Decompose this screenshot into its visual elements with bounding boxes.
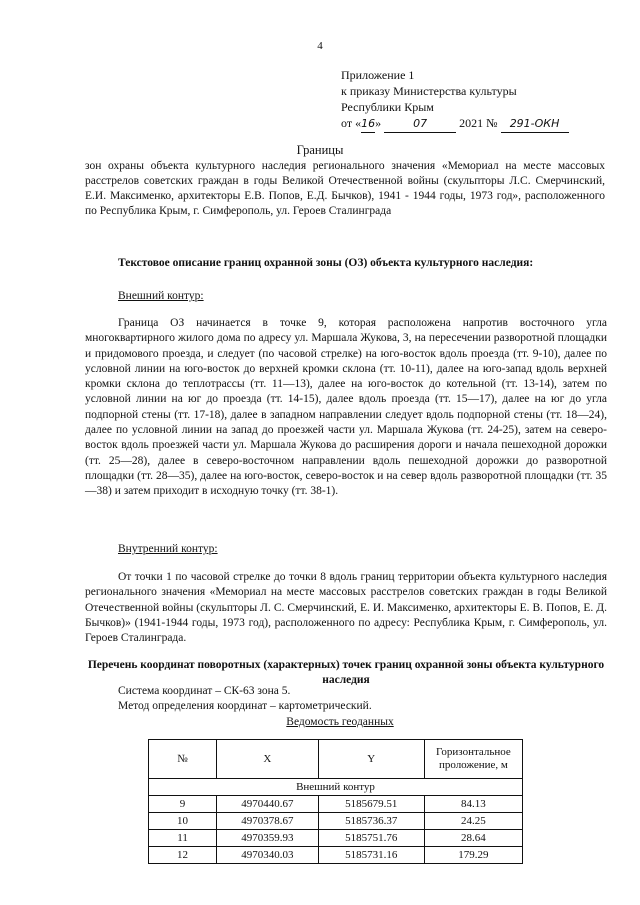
section-outer-contour: Внешний контур — [149, 779, 523, 796]
cell-y: 5185736.37 — [318, 813, 424, 830]
text-section-heading: Текстовое описание границ охранной зоны (ОЗ) объекта культурного наследия: — [118, 257, 534, 269]
coord-method: Метод определения координат – картометрический. — [118, 700, 372, 712]
appendix-line-2: к приказу Министерства культуры — [341, 84, 517, 98]
appendix-date-line — [341, 115, 569, 133]
appendix-line-1: Приложение 1 — [341, 68, 415, 82]
inner-contour-text: От точки 1 по часовой стрелке до точки 8 вдоль границ территории объекта культурного наследия регионального значения «Мемориал на месте массовых расстрелов советских граждан в годы Великой Отечественной войны (скульпторы Л. С. Смерчинский, Е. И. Максименко, архитекторы Е. В. Попов, Е. Д. Бычков)» (1941-1944 годы, 1973 год), расположенного по адресу: Республика Крым, г. Симферополь, ул. Героев Сталинграда. — [85, 571, 607, 645]
appendix-line-3: Республики Крым — [341, 100, 434, 114]
header-y: Y — [318, 740, 424, 779]
vedomost-text: Ведомость геоданных — [286, 716, 394, 728]
table-row — [149, 830, 523, 847]
table-row — [149, 847, 523, 864]
outer-contour-text: Граница ОЗ начинается в точке 9, которая расположена напротив восточного угла многоквартирного жилого дома по адресу ул. Маршала Жукова, 3, на пересечении разворотной площадки и придомового проезда, и следует (по часовой стрелке) на юго-восток вдоль проезда (тт. 9-10), далее по условной линии на юго-восток до верхней кромки склона (тт. 10-11), далее на юго-запад вдоль верхней кромки склона до теплотрассы (тт. 11—13), далее на юго-восток до котельной (тт. 13-14), затем по условной линии на юг до проезда (тт. 14-15), далее вдоль проезда (тт. 15—17), далее на юг до угла подпорной стены (тт. 17-18), далее в западном направлении следует вдоль подпорной стены (тт. 18—24), далее по условной линии на запад до проезжей части ул. Маршала Жукова (тт. 24-25), затем на северо-восток вдоль проезжей части ул. Маршала Жукова до расширения дороги и начала пешеходной дорожки (тт. 25—28), далее в северо-восточном направлении вдоль пешеходной дорожки до разворотной площадки (тт. 28—35), далее на юго-восток, северо-восток и на север вдоль разворотной площадки (тт. 35—38) и затем приходит в исходную точку (тт. 38-1). — [85, 317, 607, 498]
table-row — [149, 796, 523, 813]
cell-h: 24.25 — [424, 813, 522, 830]
cell-y: 5185751.76 — [318, 830, 424, 847]
coords-list-heading: Перечень координат поворотных (характерных) точек границ охранной зоны объекта культурного наследия — [87, 659, 605, 686]
cell-h: 179.29 — [424, 847, 522, 864]
header-x: X — [217, 740, 319, 779]
header-no: № — [149, 740, 217, 779]
vedomost-label — [0, 716, 640, 728]
coordinates-table — [148, 739, 523, 864]
cell-y: 5185679.51 — [318, 796, 424, 813]
cell-x: 4970359.93 — [217, 830, 319, 847]
table-section-row — [149, 779, 523, 796]
date-prefix: от « — [341, 116, 362, 130]
document-title: Границы — [296, 143, 344, 157]
inner-contour-label: Внутренний контур: — [118, 543, 218, 555]
cell-h: 84.13 — [424, 796, 522, 813]
page-number: 4 — [317, 40, 323, 52]
cell-no: 9 — [149, 796, 217, 813]
cell-x: 4970440.67 — [217, 796, 319, 813]
cell-x: 4970378.67 — [217, 813, 319, 830]
cell-x: 4970340.03 — [217, 847, 319, 864]
header-horizontal: Горизонтальное проложение, м — [424, 740, 522, 779]
table-row — [149, 813, 523, 830]
appendix-block — [341, 67, 569, 133]
date-year: 2021 № — [459, 116, 498, 130]
order-number: 291-ОКН — [501, 116, 569, 133]
cell-no: 11 — [149, 830, 217, 847]
cell-h: 28.64 — [424, 830, 522, 847]
cell-y: 5185731.16 — [318, 847, 424, 864]
cell-no: 10 — [149, 813, 217, 830]
date-mid: » — [375, 116, 382, 130]
table-header-row — [149, 740, 523, 779]
document-subtitle: зон охраны объекта культурного наследия регионального значения «Мемориал на месте массовых расстрелов советских граждан в годы Великой Отечественной войны (скульпторы Л.С. Смерчинский, Е.И. Максименко, архитекторы Е.В. Попов, Е.Д. Бычков), 1941 - 1944 годы, 1973 год», расположенного по Республика Крым, г. Симферополь, ул. Героев Сталинграда — [85, 160, 605, 217]
date-day: 16 — [361, 116, 375, 133]
cell-no: 12 — [149, 847, 217, 864]
coord-system: Система координат – СК-63 зона 5. — [118, 685, 291, 697]
outer-contour-label: Внешний контур: — [118, 290, 204, 302]
date-month: 07 — [384, 116, 456, 133]
